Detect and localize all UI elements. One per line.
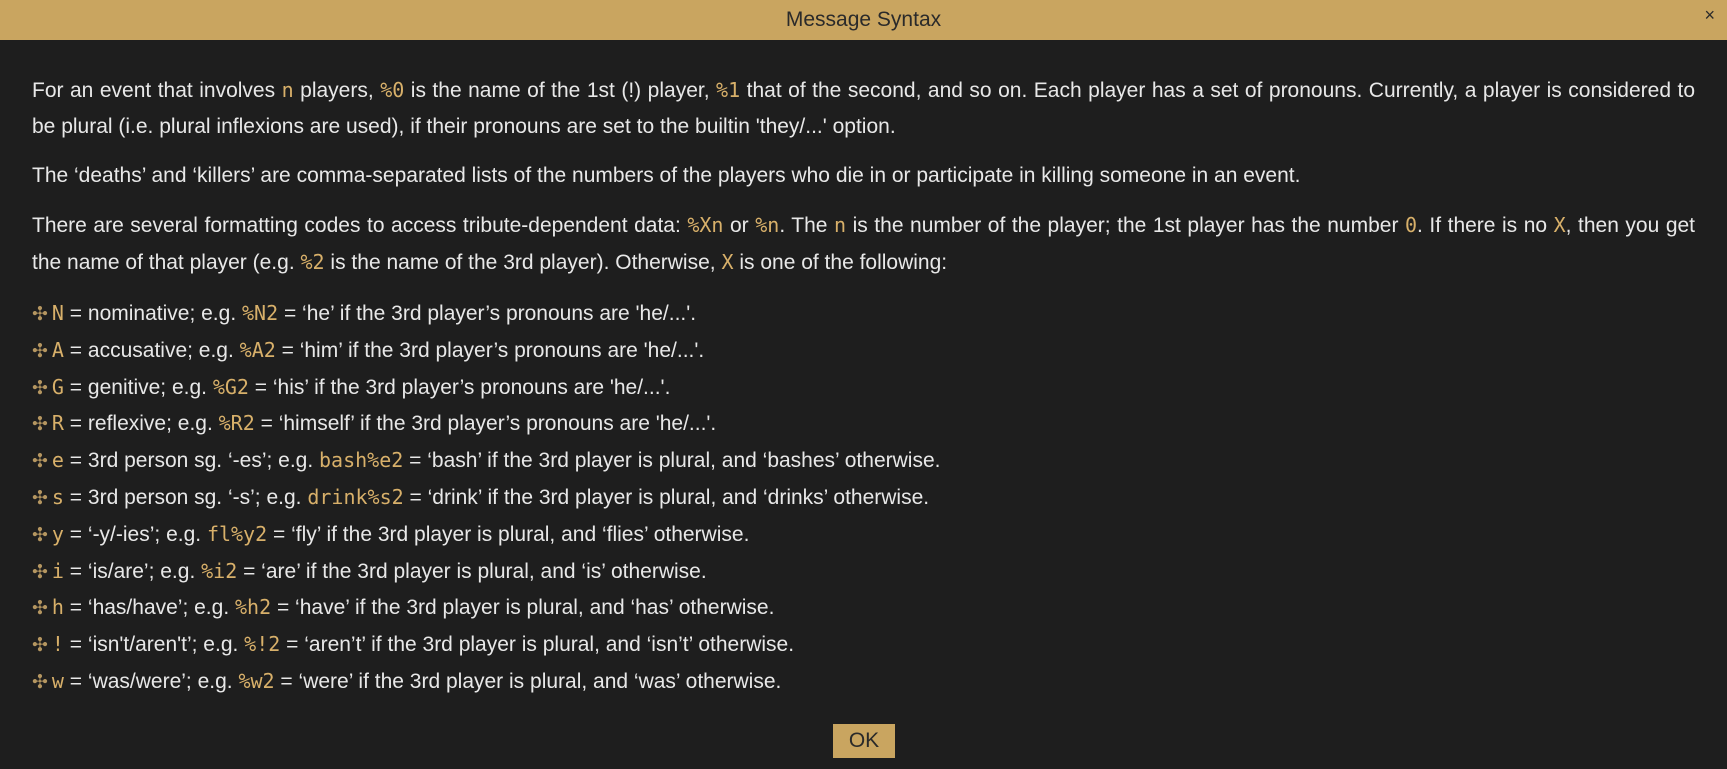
format-code-key: s <box>51 484 64 509</box>
format-code-description: = 3rd person sg. ‘-es’; e.g. <box>63 449 320 473</box>
ok-button[interactable]: OK <box>833 724 895 758</box>
paragraph-text: There are several formatting codes to access tribute-dependent data: <box>32 214 688 237</box>
bullet-icon: ✣ <box>32 598 48 620</box>
title-bar <box>0 0 1727 40</box>
format-code-result: = ‘drink’ if the 3rd player is plural, and ‘drinks’ otherwise. <box>403 485 930 509</box>
format-code-key: G <box>51 374 64 399</box>
format-code-result: = ‘himself’ if the 3rd player’s pronouns are 'he/...'. <box>254 412 717 436</box>
format-code-description: = ‘was/were’; e.g. <box>63 669 239 693</box>
format-code-item <box>32 296 1695 333</box>
bullet-icon: ✣ <box>32 671 48 693</box>
format-code-result: = ‘him’ if the 3rd player’s pronouns are 'he/...'. <box>275 338 705 362</box>
format-code-description: = ‘isn't/aren't’; e.g. <box>63 633 245 657</box>
format-code-key: ! <box>51 632 64 657</box>
inline-code: %2 <box>300 250 325 274</box>
format-code-result: = ‘have’ if the 3rd player is plural, and ‘has’ otherwise. <box>271 596 775 620</box>
inline-code: n <box>281 78 294 102</box>
bullet-icon: ✣ <box>32 561 48 583</box>
format-code-item <box>32 554 1695 591</box>
bullet-icon: ✣ <box>32 635 48 657</box>
format-code-key: h <box>51 595 64 620</box>
dialog-title: Message Syntax <box>785 8 942 31</box>
intro-paragraph-1 <box>32 72 1695 145</box>
paragraph-text: or <box>723 214 756 237</box>
bullet-icon: ✣ <box>32 414 48 436</box>
intro-paragraph-3 <box>32 207 1695 281</box>
inline-code: X <box>1553 213 1566 237</box>
format-code-result: = ‘fly’ if the 3rd player is plural, and ‘flies’ otherwise. <box>267 522 750 546</box>
format-code-example: %G2 <box>212 374 249 399</box>
bullet-icon: ✣ <box>32 487 48 509</box>
format-code-description: = accusative; e.g. <box>63 338 240 362</box>
format-code-example: %N2 <box>242 301 279 325</box>
format-code-key: y <box>51 521 64 546</box>
format-code-key: w <box>51 668 64 693</box>
format-code-description: = reflexive; e.g. <box>63 412 219 436</box>
paragraph-text: . If there is no <box>1417 214 1554 237</box>
format-code-example: %!2 <box>244 632 281 657</box>
format-code-example: %h2 <box>235 595 272 620</box>
paragraph-text: that of the second, and so on. Each player has a set of pronouns. Currently, a player is considered to be plural (i.e. plural inflexions are used), if their pronouns are set to the builtin 'they/...' option. <box>32 79 1696 138</box>
inline-code: %1 <box>716 78 741 102</box>
format-code-result: = ‘he’ if the 3rd player’s pronouns are 'he/...'. <box>278 302 697 325</box>
format-code-example: drink%s2 <box>307 484 404 509</box>
paragraph-text: is the number of the player; the 1st player has the number <box>846 214 1405 237</box>
format-code-item <box>32 480 1695 517</box>
paragraph-text: is the name of the 3rd player). Otherwise, <box>324 251 722 274</box>
intro-paragraph-2 <box>32 158 1695 194</box>
bullet-icon: ✣ <box>32 340 48 362</box>
format-code-result: = ‘his’ if the 3rd player’s pronouns are 'he/...'. <box>248 375 671 399</box>
format-code-item <box>32 443 1695 480</box>
format-code-item <box>32 627 1695 664</box>
paragraph-text: , then you get the name of that player (e.g. <box>32 214 1696 274</box>
inline-code: n <box>834 213 847 237</box>
format-code-description: = ‘is/are’; e.g. <box>63 559 202 583</box>
format-code-example: %i2 <box>201 558 238 583</box>
format-code-description: = nominative; e.g. <box>63 302 242 325</box>
format-code-item <box>32 333 1695 370</box>
format-code-key: e <box>51 448 64 473</box>
paragraph-text: The ‘deaths’ and ‘killers’ are comma-separated lists of the numbers of the players who die in or participate in killing someone in an event. <box>32 164 1301 187</box>
format-code-item <box>32 370 1695 407</box>
bullet-icon: ✣ <box>32 304 48 325</box>
paragraph-text: is the name of the 1st (!) player, <box>404 79 717 102</box>
dialog-content <box>32 72 1695 701</box>
inline-code: 0 <box>1404 213 1418 237</box>
format-code-key: A <box>51 337 64 362</box>
inline-code: %0 <box>380 78 405 102</box>
close-icon[interactable]: × <box>1704 5 1715 25</box>
format-code-item <box>32 590 1695 627</box>
format-code-item <box>32 517 1695 554</box>
format-code-key: i <box>51 558 64 583</box>
format-code-description: = ‘has/have’; e.g. <box>63 596 235 620</box>
paragraph-text: . The <box>779 214 835 237</box>
format-code-example: bash%e2 <box>319 448 404 473</box>
paragraph-text: players, <box>293 79 381 102</box>
bullet-icon: ✣ <box>32 451 48 473</box>
format-code-description: = 3rd person sg. ‘-s’; e.g. <box>63 485 308 509</box>
format-code-example: %A2 <box>239 337 276 362</box>
paragraph-text: is one of the following: <box>733 251 948 274</box>
inline-code: %Xn <box>687 213 724 237</box>
bullet-icon: ✣ <box>32 524 48 546</box>
format-code-item <box>32 664 1695 701</box>
paragraph-text: For an event that involves <box>32 79 282 102</box>
format-code-result: = ‘aren’t’ if the 3rd player is plural, and ‘isn’t’ otherwise. <box>280 633 795 657</box>
format-code-key: R <box>51 411 64 436</box>
format-code-description: = ‘-y/-ies’; e.g. <box>63 522 207 546</box>
inline-code: X <box>721 250 734 274</box>
format-code-key: N <box>51 301 64 325</box>
format-code-example: %w2 <box>238 668 275 693</box>
format-code-list <box>32 296 1695 701</box>
format-code-description: = genitive; e.g. <box>63 375 213 399</box>
bullet-icon: ✣ <box>32 377 48 399</box>
format-code-result: = ‘are’ if the 3rd player is plural, and ‘is’ otherwise. <box>237 559 707 583</box>
format-code-result: = ‘bash’ if the 3rd player is plural, and ‘bashes’ otherwise. <box>403 449 941 473</box>
format-code-item <box>32 406 1695 443</box>
format-code-example: %R2 <box>218 411 255 436</box>
inline-code: %n <box>755 213 780 237</box>
format-code-result: = ‘were’ if the 3rd player is plural, and ‘was’ otherwise. <box>274 669 782 693</box>
format-code-example: fl%y2 <box>206 521 268 546</box>
